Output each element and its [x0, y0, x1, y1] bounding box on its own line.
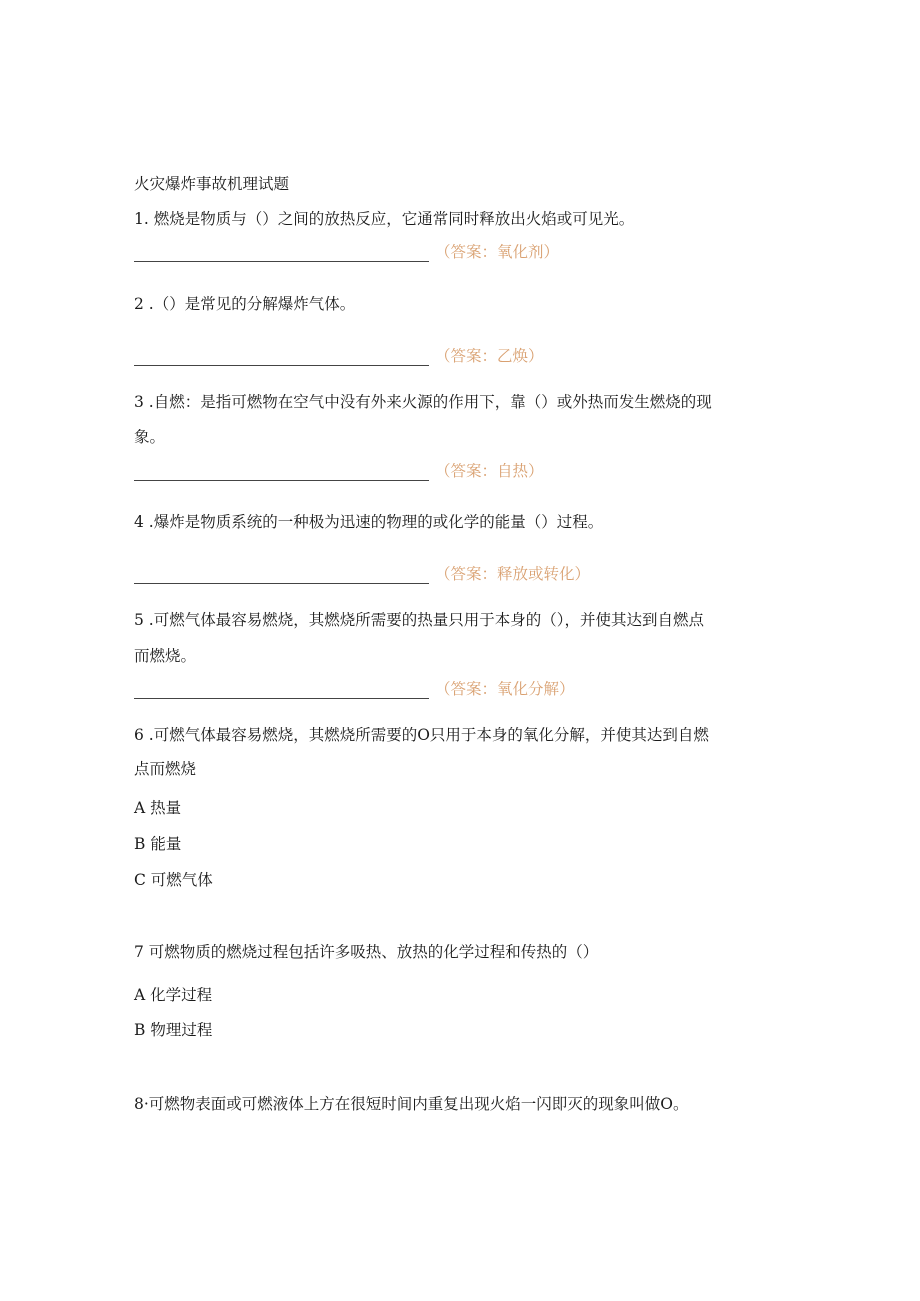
question-3-answer: （答案：自热） — [435, 462, 544, 480]
question-6-text-line-1: 6 .可燃气体最容易燃烧，其燃烧所需要的O只用于本身的氧化分解，并使其达到自燃 — [134, 726, 709, 744]
question-5-answer: （答案：氧化分解） — [435, 680, 575, 698]
question-5-answer-row — [134, 679, 575, 701]
question-3-answer-row — [134, 461, 544, 483]
question-1-text: 1. 燃烧是物质与（）之间的放热反应，它通常同时释放出火焰或可见光。 — [134, 210, 635, 228]
question-7-option-a: A 化学过程 — [134, 986, 213, 1004]
question-2-answer-row — [134, 346, 544, 368]
document-title: 火灾爆炸事故机理试题 — [134, 175, 290, 193]
question-4-answer-row — [134, 564, 590, 586]
question-7-option-b: B 物理过程 — [134, 1021, 213, 1039]
question-1-answer: （答案：氧化剂） — [435, 243, 560, 261]
question-4-answer: （答案：释放或转化） — [435, 565, 591, 583]
answer-blank-line — [134, 245, 429, 262]
question-5-text-line-2: 而燃烧。 — [134, 647, 197, 665]
question-2-answer: （答案：乙焕） — [435, 347, 544, 365]
question-1-answer-row — [134, 242, 559, 264]
answer-blank-line — [134, 682, 429, 699]
answer-blank-line — [134, 349, 429, 366]
question-7-text: 7 可燃物质的燃烧过程包括许多吸热、放热的化学过程和传热的（） — [134, 943, 599, 961]
question-8-text: 8·可燃物表面或可燃液体上方在很短时间内重复出现火焰一闪即灭的现象叫做O。 — [134, 1095, 689, 1113]
question-6-text-line-2: 点而燃烧 — [134, 760, 197, 778]
question-6-option-c: C 可燃气体 — [134, 871, 213, 889]
question-3-text-line-1: 3 .自燃：是指可燃物在空气中没有外来火源的作用下，靠（）或外热而发生燃烧的现 — [134, 393, 712, 411]
question-2-text: 2 .（）是常见的分解爆炸气体。 — [134, 295, 356, 313]
question-3-text-line-2: 象。 — [134, 428, 166, 446]
answer-blank-line — [134, 464, 429, 481]
question-4-text: 4 .爆炸是物质系统的一种极为迅速的物理的或化学的能量（）过程。 — [134, 513, 604, 531]
question-6-option-b: B 能量 — [134, 835, 182, 853]
question-6-option-a: A 热量 — [134, 799, 182, 817]
question-5-text-line-1: 5 .可燃气体最容易燃烧，其燃烧所需要的热量只用于本身的（），并使其达到自燃点 — [134, 611, 704, 629]
answer-blank-line — [134, 567, 429, 584]
